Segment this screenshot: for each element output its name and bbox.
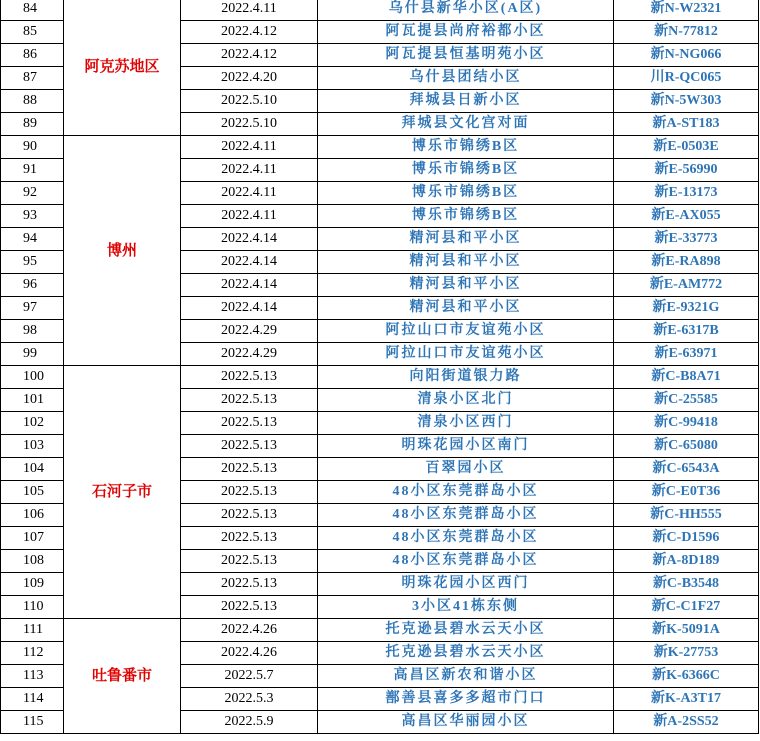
date-cell: 2022.5.13 [181,366,318,389]
row-number: 85 [1,21,64,44]
date-cell: 2022.4.20 [181,67,318,90]
location-cell: 阿拉山口市友谊苑小区 [318,343,614,366]
row-number: 102 [1,412,64,435]
plate-cell: 新C-6543A [614,458,759,481]
date-cell: 2022.4.12 [181,44,318,67]
location-cell: 阿瓦提县尚府裕都小区 [318,21,614,44]
date-cell: 2022.4.12 [181,21,318,44]
table-row [1,136,759,159]
row-number: 87 [1,67,64,90]
date-cell: 2022.4.29 [181,320,318,343]
row-number: 97 [1,297,64,320]
plate-cell: 新C-99418 [614,412,759,435]
row-number: 115 [1,711,64,734]
location-cell: 精河县和平小区 [318,228,614,251]
date-cell: 2022.4.14 [181,297,318,320]
date-cell: 2022.5.13 [181,481,318,504]
row-number: 88 [1,90,64,113]
plate-cell: 新N-W2321 [614,0,759,21]
region-cell: 阿克苏地区 [64,0,181,136]
location-cell: 清泉小区北门 [318,389,614,412]
date-cell: 2022.4.11 [181,182,318,205]
plate-cell: 新A-8D189 [614,550,759,573]
date-cell: 2022.5.13 [181,412,318,435]
location-cell: 阿拉山口市友谊苑小区 [318,320,614,343]
row-number: 112 [1,642,64,665]
row-number: 89 [1,113,64,136]
row-number: 92 [1,182,64,205]
date-cell: 2022.4.29 [181,343,318,366]
date-cell: 2022.4.14 [181,228,318,251]
row-number: 104 [1,458,64,481]
location-cell: 48小区东莞群岛小区 [318,481,614,504]
plate-cell: 新A-2SS52 [614,711,759,734]
location-cell: 精河县和平小区 [318,251,614,274]
location-cell: 博乐市锦绣B区 [318,136,614,159]
plate-cell: 新K-A3T17 [614,688,759,711]
row-number: 108 [1,550,64,573]
row-number: 100 [1,366,64,389]
date-cell: 2022.4.11 [181,0,318,21]
plate-cell: 新E-9321G [614,297,759,320]
row-number: 90 [1,136,64,159]
row-number: 96 [1,274,64,297]
date-cell: 2022.5.10 [181,113,318,136]
location-cell: 阿瓦提县恒基明苑小区 [318,44,614,67]
plate-cell: 新C-B3548 [614,573,759,596]
row-number: 103 [1,435,64,458]
plate-cell: 新E-RA898 [614,251,759,274]
date-cell: 2022.5.13 [181,435,318,458]
row-number: 107 [1,527,64,550]
date-cell: 2022.4.26 [181,619,318,642]
date-cell: 2022.5.13 [181,458,318,481]
row-number: 105 [1,481,64,504]
date-cell: 2022.5.13 [181,504,318,527]
location-cell: 高昌区华丽园小区 [318,711,614,734]
table-row [1,619,759,642]
date-cell: 2022.5.13 [181,573,318,596]
region-cell: 博州 [64,136,181,366]
date-cell: 2022.5.13 [181,550,318,573]
plate-cell: 新E-13173 [614,182,759,205]
plate-cell: 新E-0503E [614,136,759,159]
location-cell: 精河县和平小区 [318,297,614,320]
row-number: 111 [1,619,64,642]
row-number: 109 [1,573,64,596]
table-body [1,0,759,734]
location-cell: 48小区东莞群岛小区 [318,527,614,550]
location-cell: 乌什县新华小区(A区) [318,0,614,21]
row-number: 91 [1,159,64,182]
row-number: 110 [1,596,64,619]
date-cell: 2022.5.10 [181,90,318,113]
row-number: 84 [1,0,64,21]
location-cell: 48小区东莞群岛小区 [318,504,614,527]
plate-cell: 新C-65080 [614,435,759,458]
location-cell: 明珠花园小区南门 [318,435,614,458]
date-cell: 2022.4.26 [181,642,318,665]
location-cell: 托克逊县碧水云天小区 [318,642,614,665]
location-cell: 百翠园小区 [318,458,614,481]
date-cell: 2022.4.11 [181,159,318,182]
plate-cell: 新E-AM772 [614,274,759,297]
location-cell: 乌什县团结小区 [318,67,614,90]
row-number: 93 [1,205,64,228]
location-cell: 明珠花园小区西门 [318,573,614,596]
plate-cell: 新E-6317B [614,320,759,343]
table-row [1,366,759,389]
date-cell: 2022.5.13 [181,596,318,619]
plate-cell: 新E-63971 [614,343,759,366]
region-cell: 石河子市 [64,366,181,619]
location-cell: 博乐市锦绣B区 [318,205,614,228]
row-number: 94 [1,228,64,251]
plate-cell: 新C-D1596 [614,527,759,550]
date-cell: 2022.5.13 [181,389,318,412]
date-cell: 2022.4.11 [181,205,318,228]
location-cell: 托克逊县碧水云天小区 [318,619,614,642]
location-cell: 向阳街道银力路 [318,366,614,389]
plate-cell: 新E-33773 [614,228,759,251]
plate-cell: 新K-5091A [614,619,759,642]
location-cell: 拜城县日新小区 [318,90,614,113]
table-row [1,0,759,21]
row-number: 99 [1,343,64,366]
location-cell: 博乐市锦绣B区 [318,182,614,205]
location-cell: 精河县和平小区 [318,274,614,297]
date-cell: 2022.4.14 [181,274,318,297]
date-cell: 2022.5.3 [181,688,318,711]
location-cell: 博乐市锦绣B区 [318,159,614,182]
date-cell: 2022.4.14 [181,251,318,274]
row-number: 86 [1,44,64,67]
plate-cell: 新K-6366C [614,665,759,688]
plate-cell: 新N-NG066 [614,44,759,67]
row-number: 95 [1,251,64,274]
plate-cell: 新E-AX055 [614,205,759,228]
date-cell: 2022.5.13 [181,527,318,550]
row-number: 106 [1,504,64,527]
plate-cell: 新C-25585 [614,389,759,412]
plate-cell: 新N-77812 [614,21,759,44]
location-cell: 高昌区新农和谐小区 [318,665,614,688]
region-cell: 吐鲁番市 [64,619,181,734]
date-cell: 2022.4.11 [181,136,318,159]
location-cell: 3小区41栋东侧 [318,596,614,619]
plate-cell: 新C-B8A71 [614,366,759,389]
date-cell: 2022.5.7 [181,665,318,688]
location-cell: 清泉小区西门 [318,412,614,435]
location-cell: 鄯善县喜多多超市门口 [318,688,614,711]
row-number: 98 [1,320,64,343]
plate-cell: 新A-ST183 [614,113,759,136]
row-number: 101 [1,389,64,412]
plate-cell: 新C-C1F27 [614,596,759,619]
row-number: 114 [1,688,64,711]
row-number: 113 [1,665,64,688]
plate-cell: 川R-QC065 [614,67,759,90]
location-cell: 48小区东莞群岛小区 [318,550,614,573]
plate-cell: 新K-27753 [614,642,759,665]
plate-cell: 新E-56990 [614,159,759,182]
location-cell: 拜城县文化宫对面 [318,113,614,136]
plate-cell: 新N-5W303 [614,90,759,113]
plate-cell: 新C-HH555 [614,504,759,527]
date-cell: 2022.5.9 [181,711,318,734]
plate-cell: 新C-E0T36 [614,481,759,504]
